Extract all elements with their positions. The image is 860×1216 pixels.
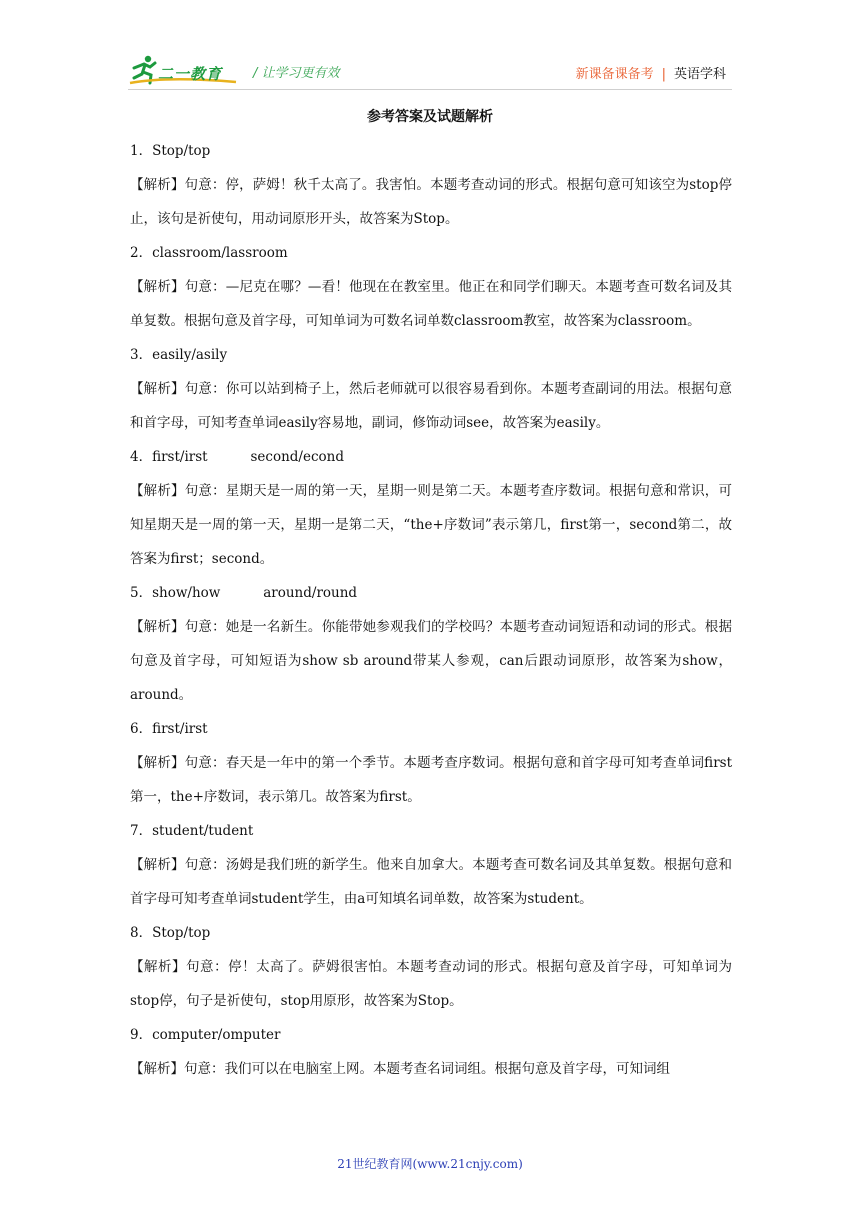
slogan: / 让学习更有效 (253, 66, 340, 81)
explanation-5: 【解析】句意：她是一名新生。你能带她参观我们的学校吗？本题考查动词短语和动词的形式。根据句意及首字母，可知短语为show sb around带某人参观，can后跟动词原形，故答案为show，around。 (130, 619, 732, 703)
logo-text: 二一教育 (158, 65, 223, 83)
explanation-2: 【解析】句意：—尼克在哪？—看！他现在在教室里。他正在和同学们聊天。本题考查可数名词及其单复数。根据句意及首字母，可知单词为可数名词单数classroom教室，故答案为classroom。 (130, 279, 732, 329)
answer-4: 4．first/irst second/econd (130, 449, 344, 465)
answer-9: 9．computer/omputer (130, 1027, 281, 1043)
header-divider: | (661, 67, 666, 82)
answer-6: 6．first/irst (130, 721, 208, 737)
answer-8: 8．Stop/top (130, 925, 211, 941)
answer-3: 3．easily/asily (130, 347, 228, 363)
explanation-9: 【解析】句意：我们可以在电脑室上网。本题考查名词词组。根据句意及首字母，可知词组 (130, 1061, 670, 1077)
header-right (576, 63, 726, 82)
page-footer: 21世纪教育网(www.21cnjy.com) (337, 1157, 523, 1171)
explanation-1: 【解析】句意：停，萨姆！秋千太高了。我害怕。本题考查动词的形式。根据句意可知该空为stop停止，该句是祈使句，用动词原形开头，故答案为Stop。 (130, 177, 732, 227)
explanation-6: 【解析】句意：春天是一年中的第一个季节。本题考查序数词。根据句意和首字母可知考查单词first第一，the+序数词，表示第几。故答案为first。 (130, 755, 732, 805)
header-subject: 英语学科 (673, 67, 726, 82)
answer-7: 7．student/tudent (130, 823, 254, 839)
page-header (128, 52, 732, 90)
explanation-4: 【解析】句意：星期天是一周的第一天，星期一则是第二天。本题考查序数词。根据句意和常识，可知星期天是一周的第一天，星期一是第二天，“the+序数词”表示第几，first第一，second第二，故答案为first；second。 (130, 483, 732, 567)
answer-5: 5．show/how around/round (130, 585, 358, 601)
explanation-7: 【解析】句意：汤姆是我们班的新学生。他来自加拿大。本题考查可数名词及其单复数。根据句意和首字母可知考查单词student学生，由a可知填名词单数，故答案为student。 (130, 857, 732, 907)
answer-list (130, 134, 732, 1086)
answer-1: 1．Stop/top (130, 143, 211, 159)
answer-2: 2．classroom/lassroom (130, 245, 288, 261)
logo (128, 52, 240, 86)
page-title: 参考答案及试题解析 (367, 109, 493, 125)
header-rule (128, 89, 732, 90)
explanation-3: 【解析】句意：你可以站到椅子上，然后老师就可以很容易看到你。本题考查副词的用法。根据句意和首字母，可知考查单词easily容易地，副词，修饰动词see，故答案为easily。 (130, 381, 732, 431)
explanation-8: 【解析】句意：停！太高了。萨姆很害怕。本题考查动词的形式。根据句意及首字母，可知单词为stop停，句子是祈使句，stop用原形，故答案为Stop。 (130, 959, 732, 1009)
header-course-label: 新课备课备考 (575, 67, 654, 82)
